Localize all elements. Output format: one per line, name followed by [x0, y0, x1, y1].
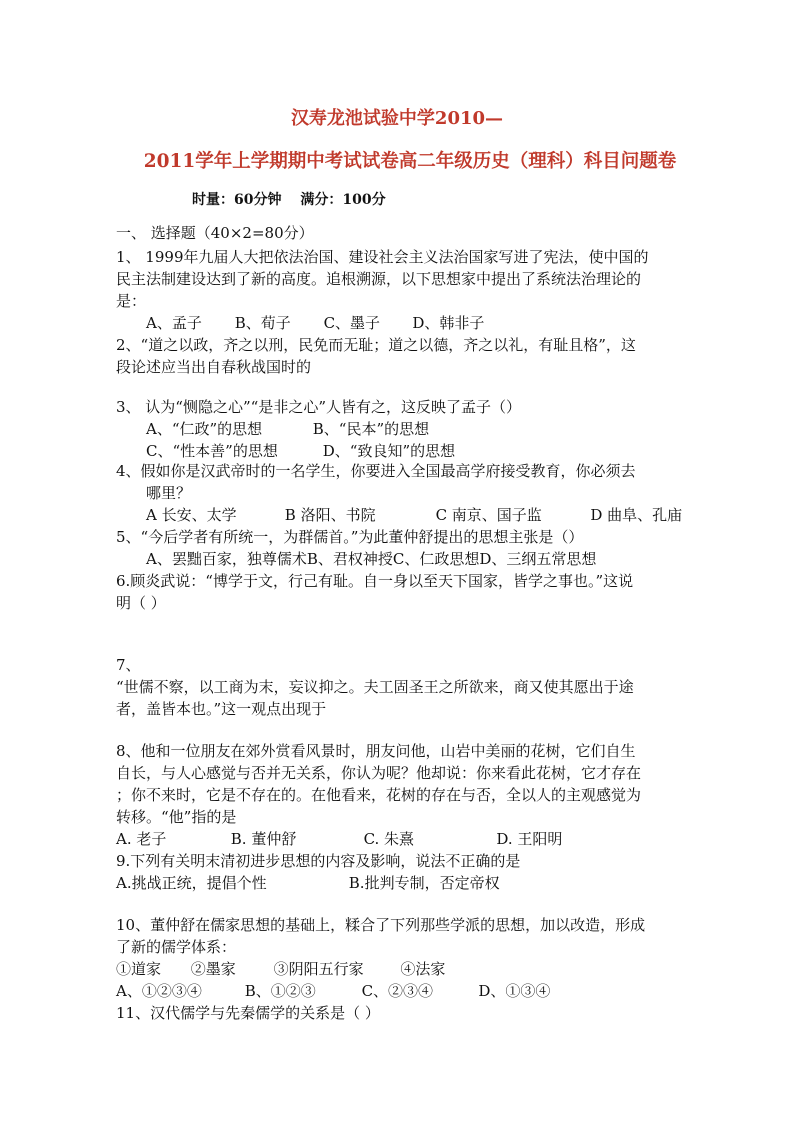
q8-option-b: B. 董仲舒: [230, 830, 297, 848]
q3-option-c: C、“性本善”的思想: [146, 442, 278, 460]
q10-item-2: ②墨家: [190, 960, 236, 978]
q10-items: [116, 958, 445, 979]
q8-option-c: C. 朱熹: [363, 830, 415, 848]
q7-line2: “世儒不察，以工商为末，妄议抑之。夫工固圣王之所欲来，商又使其愿出于途: [116, 678, 634, 696]
q10-item-4: ④法家: [400, 960, 446, 978]
q4-line2: 哪里？: [146, 484, 192, 502]
q3-option-a: A、“仁政”的思想: [146, 420, 263, 438]
q2-line1: 2、“道之以政，齐之以刑，民免而无耻；道之以德，齐之以礼，有耻且格”，这: [116, 336, 636, 354]
q9-option-b: B.批判专制，否定帝权: [348, 874, 500, 892]
q4-options: [146, 504, 682, 525]
q3-options-row2: [146, 440, 455, 461]
q1-line1: 1、 1999年九届人大把依法治国、建设社会主义法治国家写进了宪法，使中国的: [116, 248, 649, 266]
q9-option-a: A.挑战正统，提倡个性: [116, 874, 267, 892]
q1-option-c: C、墨子: [323, 314, 381, 332]
q1-option-b: B、荀子: [234, 314, 291, 332]
q6-line2: 明（ ）: [116, 594, 166, 612]
q8-options: [116, 828, 562, 849]
q8-line3: ；你不来时，它是不存在的。在他看来，花树的存在与否，全以人的主观感觉为: [116, 786, 642, 804]
q10-line2: 了新的儒学体系：: [116, 938, 237, 956]
q1-line3: 是：: [116, 292, 147, 310]
q8-option-d: D. 王阳明: [496, 830, 563, 848]
q6-line1: 6.顾炎武说：“博学于文，行己有耻。自一身以至天下国家，皆学之事也。”这说: [116, 572, 634, 590]
exam-title-line1: 汉寿龙池试验中学2010—: [290, 108, 504, 129]
q10-option-a: A、①②③④: [116, 982, 202, 1000]
q11-line1: 11、汉代儒学与先秦儒学的关系是（ ）: [116, 1004, 380, 1022]
q8-line4: 转移。“他”指的是: [116, 808, 237, 826]
q10-option-c: C、②③④: [361, 982, 434, 1000]
q8-line1: 8、他和一位朋友在郊外赏看风景时，朋友问他，山岩中美丽的花树，它们自生: [116, 742, 636, 760]
time-limit: 时量：60分钟: [192, 192, 282, 208]
q5-options: A、罢黜百家，独尊儒术B、君权神授C、仁政思想D、三纲五常思想: [146, 550, 597, 568]
q10-line1: 10、董仲舒在儒家思想的基础上，糅合了下列那些学派的思想，加以改造，形成: [116, 916, 646, 934]
q10-options: [116, 980, 550, 1001]
q3-option-d: D、“致良知”的思想: [322, 442, 456, 460]
exam-meta: [192, 189, 400, 209]
q7-line3: 者，盖皆本也。”这一观点出现于: [116, 700, 327, 718]
q8-option-a: A. 老子: [116, 830, 167, 848]
q1-option-d: D、韩非子: [412, 314, 485, 332]
q4-option-d: D 曲阜、孔庙: [590, 506, 683, 524]
q10-option-b: B、①②③: [244, 982, 316, 1000]
q3-option-b: B、“民本”的思想: [312, 420, 430, 438]
q3-line1: 3、 认为“恻隐之心”“是非之心”人皆有之，这反映了孟子（）: [116, 398, 521, 416]
q4-option-a: A 长安、太学: [146, 506, 237, 524]
q10-option-d: D、①③④: [478, 982, 551, 1000]
q4-option-b: B 洛阳、书院: [284, 506, 376, 524]
q4-line1: 4、假如你是汉武帝时的一名学生，你要进入全国最高学府接受教育，你必须去: [116, 462, 636, 480]
q10-item-3: ③阴阳五行家: [273, 960, 364, 978]
q3-options-row1: [146, 418, 429, 439]
exam-title-line2: 2011学年上学期期中考试试卷高二年级历史（理科）科目问题卷: [143, 151, 677, 172]
q7-line1: 7、: [116, 656, 141, 674]
q9-options: [116, 872, 500, 893]
q5-line1: 5、“今后学者有所统一，为群儒首。”为此董仲舒提出的思想主张是（）: [116, 528, 584, 546]
q1-option-a: A、孟子: [146, 314, 202, 332]
q8-line2: 自长，与人心感觉与否并无关系，你认为呢？他却说：你来看此花树，它才存在: [116, 764, 642, 782]
full-score: 满分：100分: [300, 192, 386, 208]
q10-item-1: ①道家: [116, 960, 162, 978]
q1-line2: 民主法制建设达到了新的高度。追根溯源，以下思想家中提出了系统法治理论的: [116, 270, 642, 288]
q1-options: [146, 312, 484, 333]
section-heading: 一、 选择题（40×2=80分）: [116, 224, 314, 242]
q4-option-c: C 南京、国子监: [435, 506, 542, 524]
q2-line2: 段论述应当出自春秋战国时的: [116, 358, 312, 376]
q9-line1: 9.下列有关明末清初进步思想的内容及影响，说法不正确的是: [116, 852, 521, 870]
